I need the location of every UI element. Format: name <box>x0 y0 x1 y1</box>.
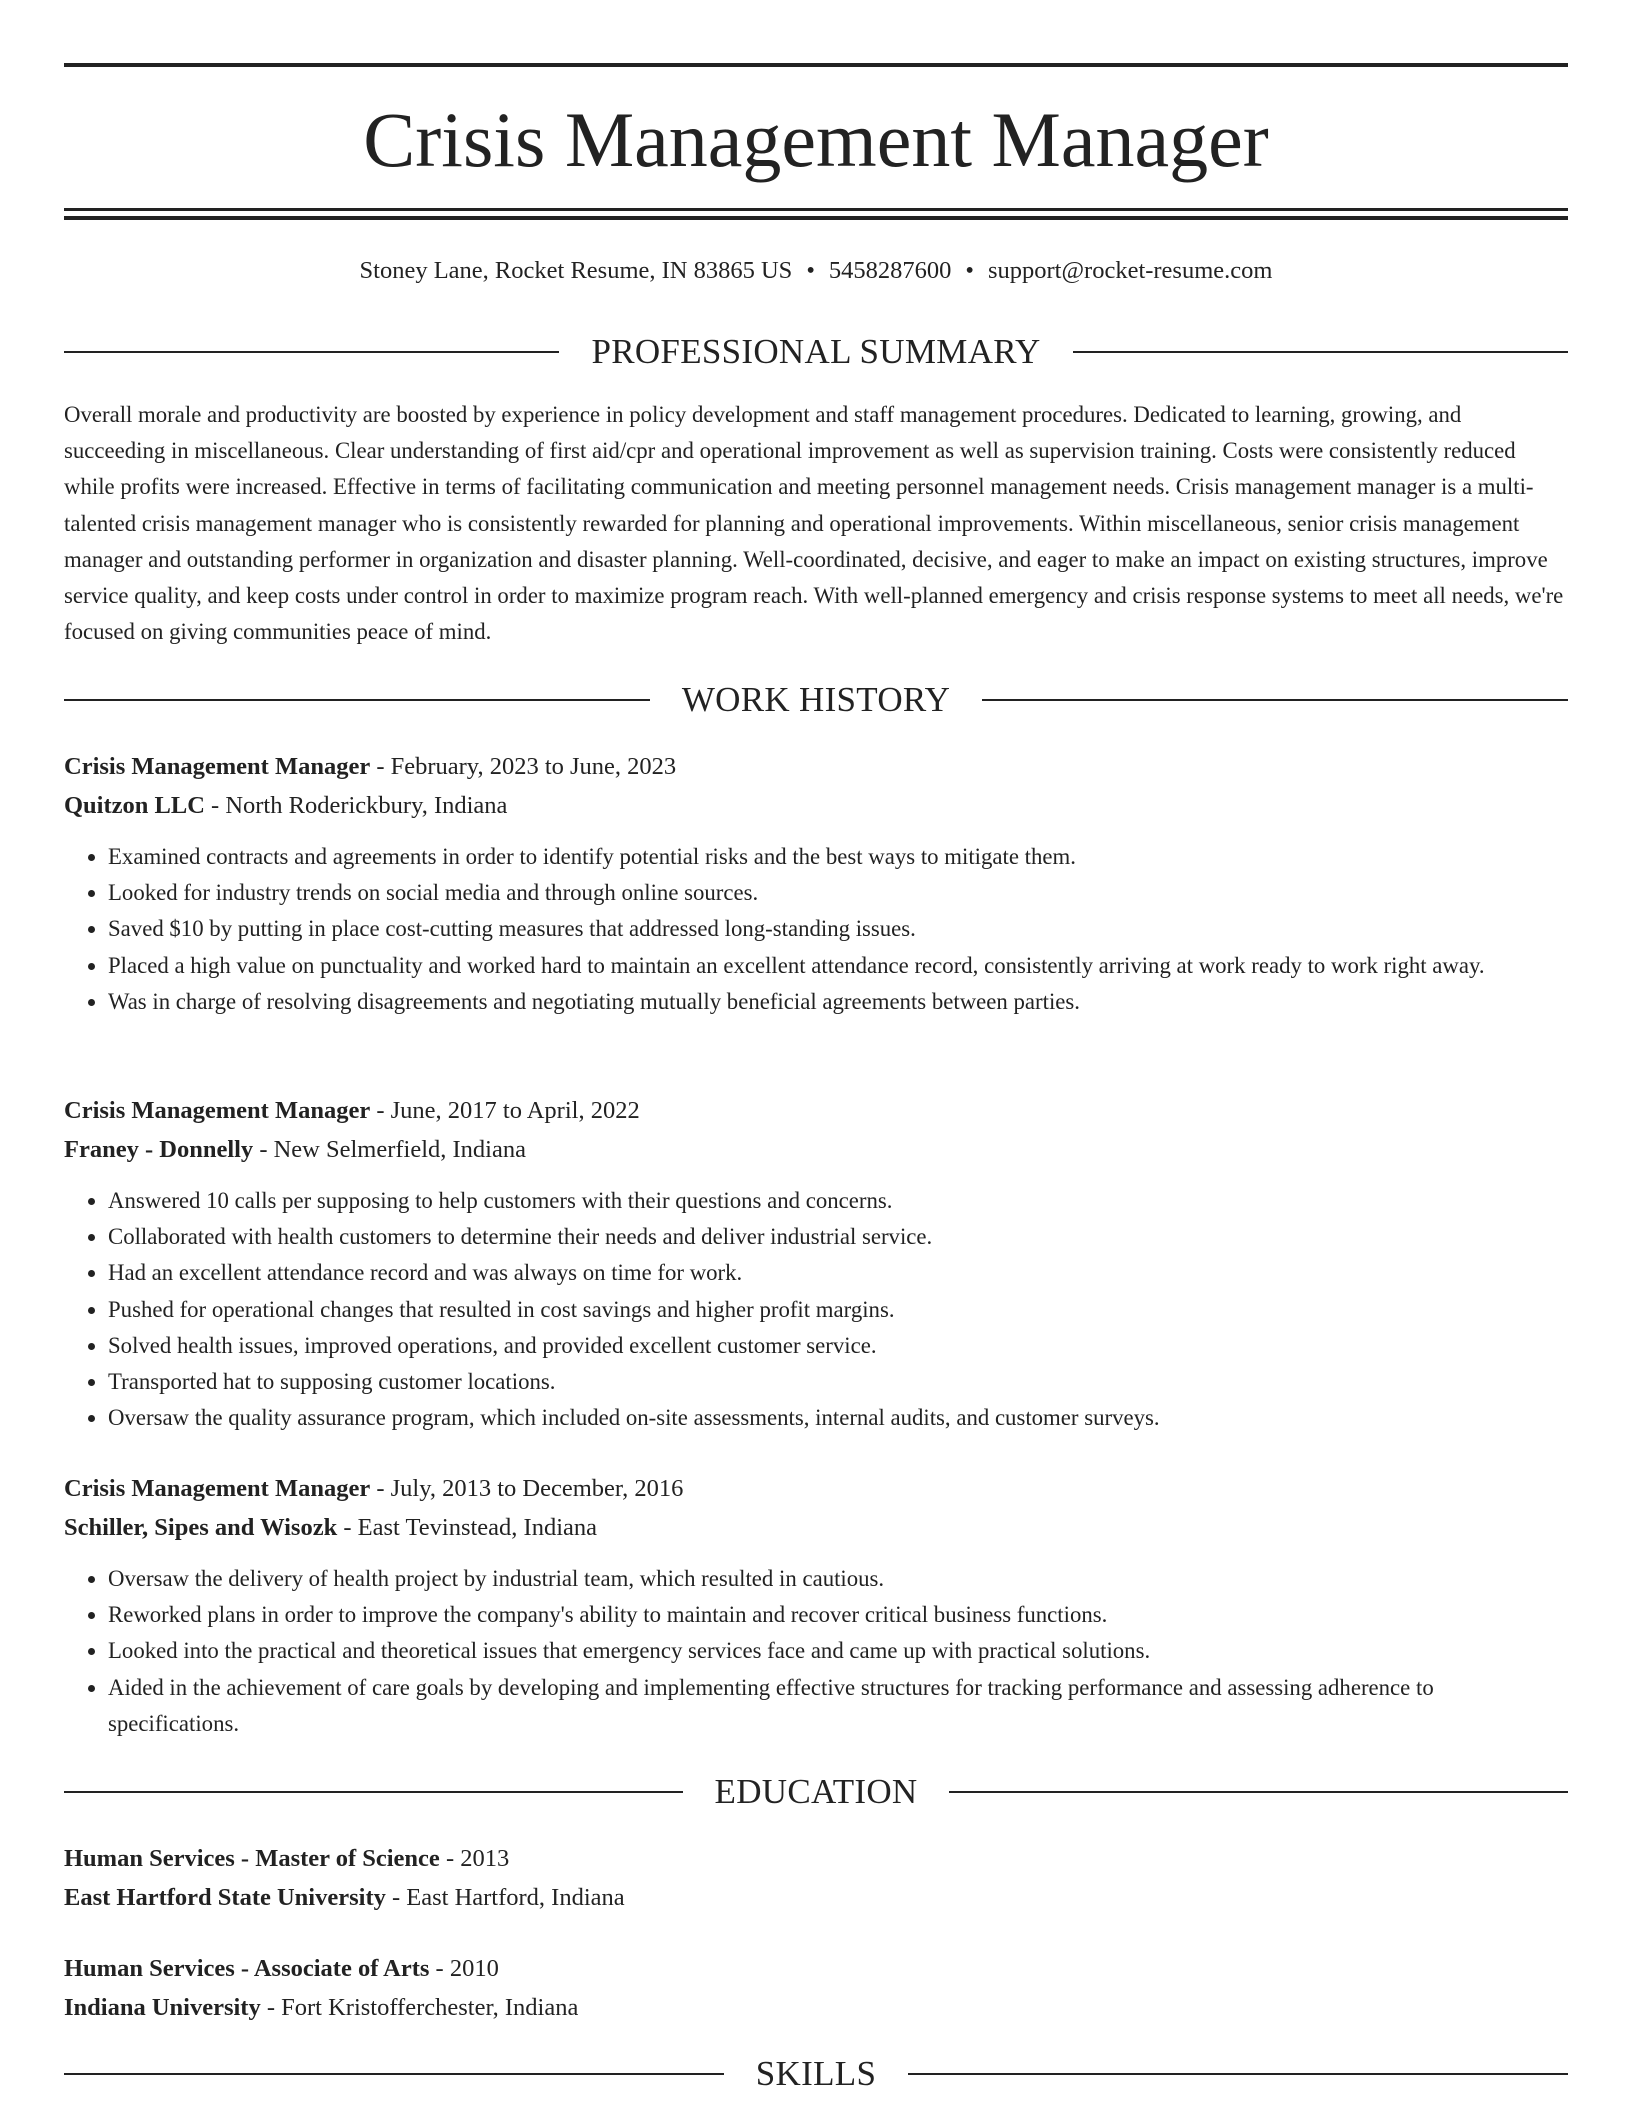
job-bullet: • Collaborated with health customers to determine their needs and deliver industrial service. <box>108 1219 1568 1255</box>
heading-rule-right <box>1073 351 1568 353</box>
header-double-rule-lower <box>64 216 1568 220</box>
job-bullet: • Examined contracts and agreements in order to identify potential risks and the best ways to mitigate them. <box>108 839 1568 875</box>
job-bullet: • Looked for industry trends on social media and through online sources. <box>108 875 1568 911</box>
job-dates: - July, 2013 to December, 2016 <box>370 1475 684 1502</box>
heading-rule-left <box>64 2073 724 2075</box>
section-title: PROFESSIONAL SUMMARY <box>591 332 1041 371</box>
contact-separator: • <box>806 257 815 284</box>
education-entry <box>64 1950 1568 2027</box>
job-title: Crisis Management Manager <box>64 1475 371 1502</box>
education-degree-line <box>64 1950 1568 1989</box>
education-year: - 2010 <box>429 1955 499 1982</box>
job-bullet: • Placed a high value on punctuality and worked hard to maintain an excellent attendance record, consistently arriving at work ready to work right away. <box>108 948 1568 984</box>
heading-rule-left <box>64 699 650 701</box>
job-bullets <box>64 839 1568 1020</box>
job-dates: - February, 2023 to June, 2023 <box>370 753 677 780</box>
education-school: East Hartford State University <box>64 1883 386 1911</box>
job-entry <box>64 1470 1568 1742</box>
section-heading-work-history <box>64 678 1568 722</box>
section-heading-education <box>64 1770 1568 1814</box>
education-degree: Human Services - Associate of Arts <box>64 1955 430 1982</box>
job-location: - East Tevinstead, Indiana <box>337 1513 597 1541</box>
education-school-line <box>64 1989 1568 2028</box>
contact-address: Stoney Lane, Rocket Resume, IN 83865 US <box>359 257 793 284</box>
section-title: WORK HISTORY <box>681 680 951 719</box>
education-location: - East Hartford, Indiana <box>385 1883 625 1911</box>
contact-separator: • <box>965 257 974 284</box>
job-entry <box>64 748 1568 1020</box>
contact-line <box>64 254 1568 288</box>
header-double-rule-upper <box>64 208 1568 211</box>
section-title: SKILLS <box>755 2054 877 2093</box>
education-year: - 2013 <box>439 1845 510 1872</box>
header-top-rule <box>64 63 1568 67</box>
section-heading-skills <box>64 2052 1568 2096</box>
job-bullet: • Oversaw the quality assurance program, which included on-site assessments, internal audits, and customer surveys. <box>108 1400 1568 1436</box>
heading-rule-right <box>949 1791 1568 1793</box>
heading-rule-left <box>64 1791 683 1793</box>
job-bullets <box>64 1183 1568 1436</box>
job-bullets <box>64 1561 1568 1742</box>
job-bullet: • Pushed for operational changes that resulted in cost savings and higher profit margins. <box>108 1292 1568 1328</box>
job-bullet: • Transported hat to supposing customer locations. <box>108 1364 1568 1400</box>
job-company-line <box>64 1131 1568 1170</box>
education-entry <box>64 1840 1568 1917</box>
resume-title: Crisis Management Manager <box>363 96 1269 183</box>
job-bullet: • Oversaw the delivery of health project by industrial team, which resulted in cautious. <box>108 1561 1568 1597</box>
education-degree: Human Services - Master of Science <box>64 1845 440 1872</box>
contact-email: support@rocket-resume.com <box>987 257 1273 284</box>
job-company-line <box>64 1509 1568 1548</box>
job-company: Schiller, Sipes and Wisozk <box>64 1513 338 1541</box>
job-location: - North Roderickbury, Indiana <box>204 791 508 819</box>
job-company: Quitzon LLC <box>64 791 205 819</box>
job-title: Crisis Management Manager <box>64 753 371 780</box>
job-bullet: • Had an excellent attendance record and was always on time for work. <box>108 1255 1568 1291</box>
contact-phone: 5458287600 <box>828 257 952 284</box>
job-company: Franey - Donnelly <box>64 1135 254 1163</box>
job-title-line <box>64 748 1568 787</box>
heading-rule-right <box>982 699 1568 701</box>
job-bullet: • Answered 10 calls per supposing to help customers with their questions and concerns. <box>108 1183 1568 1219</box>
job-title-line <box>64 1092 1568 1131</box>
job-bullet: • Reworked plans in order to improve the company's ability to maintain and recover critical business functions. <box>108 1597 1568 1633</box>
job-company-line <box>64 787 1568 826</box>
job-bullet: • Aided in the achievement of care goals by developing and implementing effective structures for tracking performance and assessing adherence to specifications. <box>108 1670 1568 1742</box>
job-title-line <box>64 1470 1568 1509</box>
education-school-line <box>64 1879 1568 1918</box>
education-degree-line <box>64 1840 1568 1879</box>
job-entry <box>64 1092 1568 1436</box>
section-title: EDUCATION <box>714 1772 918 1811</box>
summary-paragraph: Overall morale and productivity are boosted by experience in policy development and staff management procedures. Dedicated to learning, growing, and succeeding in miscellaneous. Clear understanding of first aid/cpr and operational improvement as well as supervision training. Costs were consistently reduced while profits were increased. Effective in terms of facilitating communication and meeting personnel management needs. Crisis management manager is a multi-talented crisis management manager who is consistently rewarded for planning and operational improvements. Within miscellaneous, senior crisis management manager and outstanding performer in organization and disaster planning. Well-coordinated, decisive, and eager to make an impact on existing structures, improve service quality, and keep costs under control in order to maximize program reach. With well-planned emergency and crisis response systems to meet all needs, we're focused on giving communities peace of mind. <box>64 402 1564 645</box>
job-title: Crisis Management Manager <box>64 1097 371 1124</box>
job-bullet: • Looked into the practical and theoretical issues that emergency services face and came up with practical solutions. <box>108 1633 1568 1669</box>
job-bullet: • Was in charge of resolving disagreements and negotiating mutually beneficial agreements between parties. <box>108 984 1568 1020</box>
job-dates: - June, 2017 to April, 2022 <box>370 1097 640 1124</box>
education-school: Indiana University <box>64 1993 261 2021</box>
job-location: - New Selmerfield, Indiana <box>253 1135 526 1163</box>
education-location: - Fort Kristofferchester, Indiana <box>260 1993 579 2021</box>
section-heading-summary <box>64 330 1568 374</box>
job-bullet: • Solved health issues, improved operations, and provided excellent customer service. <box>108 1328 1568 1364</box>
job-bullet: • Saved $10 by putting in place cost-cutting measures that addressed long-standing issues. <box>108 911 1568 947</box>
heading-rule-right <box>908 2073 1568 2075</box>
heading-rule-left <box>64 351 559 353</box>
